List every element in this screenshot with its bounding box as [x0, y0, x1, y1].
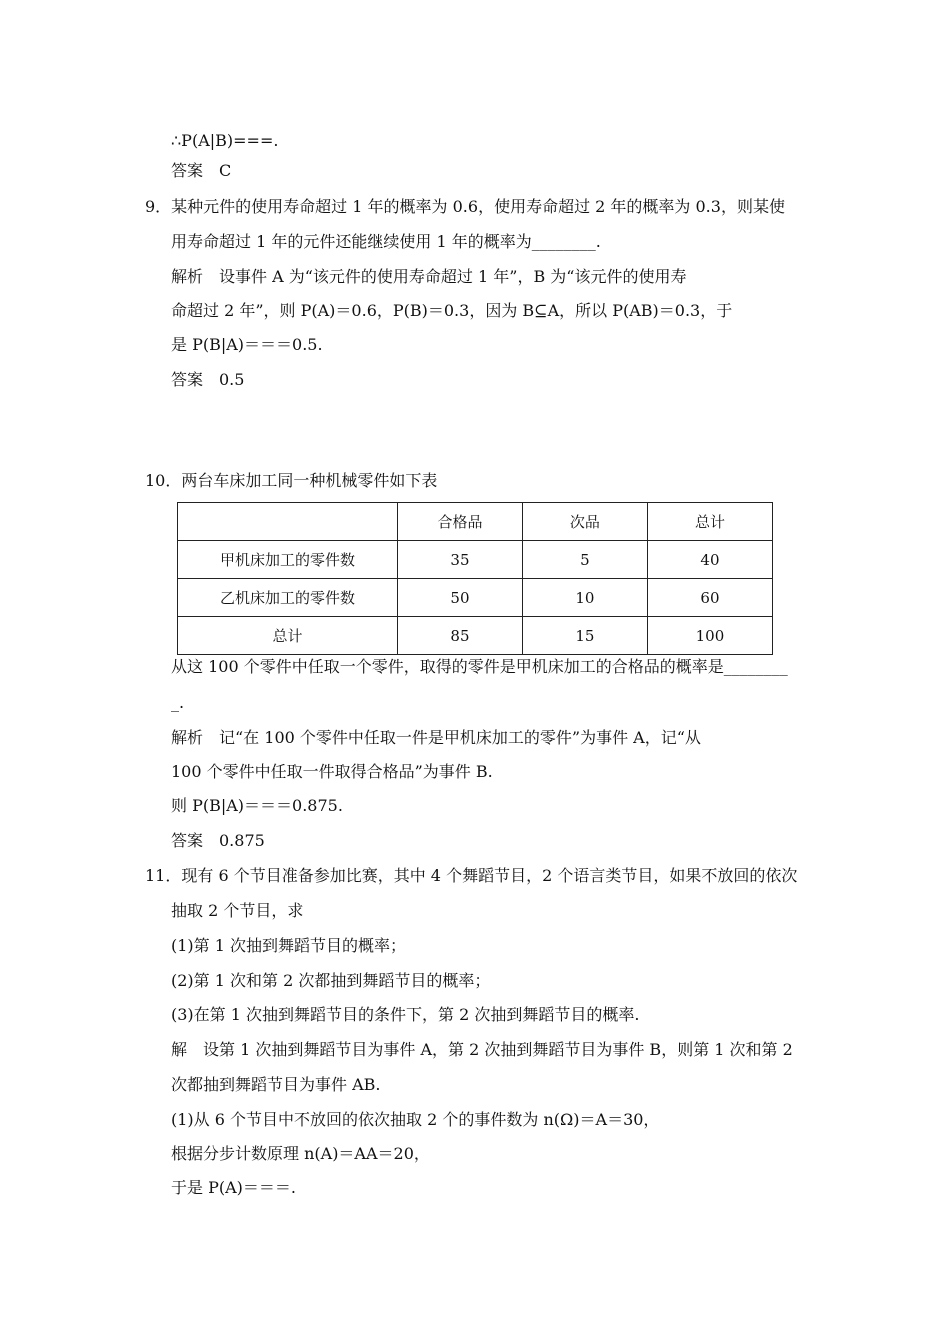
- table-row: [178, 617, 773, 655]
- table-row: [178, 541, 773, 579]
- solution-11-line3: (1)从 6 个节目中不放回的依次抽取 2 个的事件数为 n(Ω)＝A＝30，: [171, 1110, 660, 1129]
- table-cell: 60: [647, 579, 772, 617]
- solution-10-line1: 解析 记“在 100 个零件中任取一件是甲机床加工的零件”为事件 A，记“从: [171, 728, 701, 747]
- question-10-prompt: 从这 100 个零件中任取一个零件，取得的零件是甲机床加工的合格品的概率是________: [171, 657, 788, 676]
- table-cell: 40: [647, 541, 772, 579]
- text-line: ∴P(A|B)===.: [171, 131, 279, 150]
- question-10: 10．两台车床加工同一种机械零件如下表: [145, 471, 438, 490]
- table-header-cell: [178, 503, 398, 541]
- answer-9: 答案 0.5: [171, 370, 245, 389]
- answer-line: 答案 C: [171, 161, 232, 180]
- question-11-part3: (3)在第 1 次抽到舞蹈节目的条件下，第 2 次抽到舞蹈节目的概率.: [171, 1005, 640, 1024]
- solution-11-line5: 于是 P(A)＝＝＝.: [171, 1178, 296, 1197]
- question-11-cont: 抽取 2 个节目，求: [171, 901, 304, 920]
- table-cell: 总计: [178, 617, 398, 655]
- question-11: 11．现有 6 个节目准备参加比赛，其中 4 个舞蹈节目，2 个语言类节目，如果不放回的依次: [145, 866, 798, 885]
- solution-11-line1: 解 设第 1 次抽到舞蹈节目为事件 A，第 2 次抽到舞蹈节目为事件 B，则第 1 次和第 2: [171, 1040, 793, 1059]
- table-header-row: [178, 503, 773, 541]
- solution-10-line2: 100 个零件中任取一件取得合格品”为事件 B.: [171, 762, 493, 781]
- table-cell: 85: [397, 617, 522, 655]
- table-cell: 15: [522, 617, 647, 655]
- table-row: [178, 579, 773, 617]
- parts-table: [177, 502, 773, 655]
- solution-11-line2: 次都抽到舞蹈节目为事件 AB.: [171, 1075, 381, 1094]
- solution-9-line2: 命超过 2 年”，则 P(A)＝0.6，P(B)＝0.3，因为 B⊆A，所以 P(AB)＝0.3，于: [171, 301, 733, 320]
- solution-11-line4: 根据分步计数原理 n(A)＝AA＝20，: [171, 1144, 430, 1163]
- answer-10: 答案 0.875: [171, 831, 265, 850]
- table-cell: 5: [522, 541, 647, 579]
- table-cell: 乙机床加工的零件数: [178, 579, 398, 617]
- table-header-cell: 总计: [647, 503, 772, 541]
- table-cell: 10: [522, 579, 647, 617]
- question-11-part2: (2)第 1 次和第 2 次都抽到舞蹈节目的概率；: [171, 971, 491, 990]
- solution-9-line3: 是 P(B|A)＝＝＝0.5.: [171, 335, 323, 354]
- table-cell: 100: [647, 617, 772, 655]
- question-9: 9．某种元件的使用寿命超过 1 年的概率为 0.6，使用寿命超过 2 年的概率为 0.3，则某使: [145, 197, 785, 216]
- solution-9-line1: 解析 设事件 A 为“该元件的使用寿命超过 1 年”，B 为“该元件的使用寿: [171, 267, 687, 286]
- question-10-prompt-cont: _.: [171, 693, 185, 712]
- solution-10-line3: 则 P(B|A)＝＝＝0.875.: [171, 796, 343, 815]
- question-11-part1: (1)第 1 次抽到舞蹈节目的概率；: [171, 936, 407, 955]
- table-cell: 35: [397, 541, 522, 579]
- table-cell: 甲机床加工的零件数: [178, 541, 398, 579]
- table-header-cell: 合格品: [397, 503, 522, 541]
- table-cell: 50: [397, 579, 522, 617]
- table-header-cell: 次品: [522, 503, 647, 541]
- question-9-cont: 用寿命超过 1 年的元件还能继续使用 1 年的概率为________.: [171, 232, 601, 251]
